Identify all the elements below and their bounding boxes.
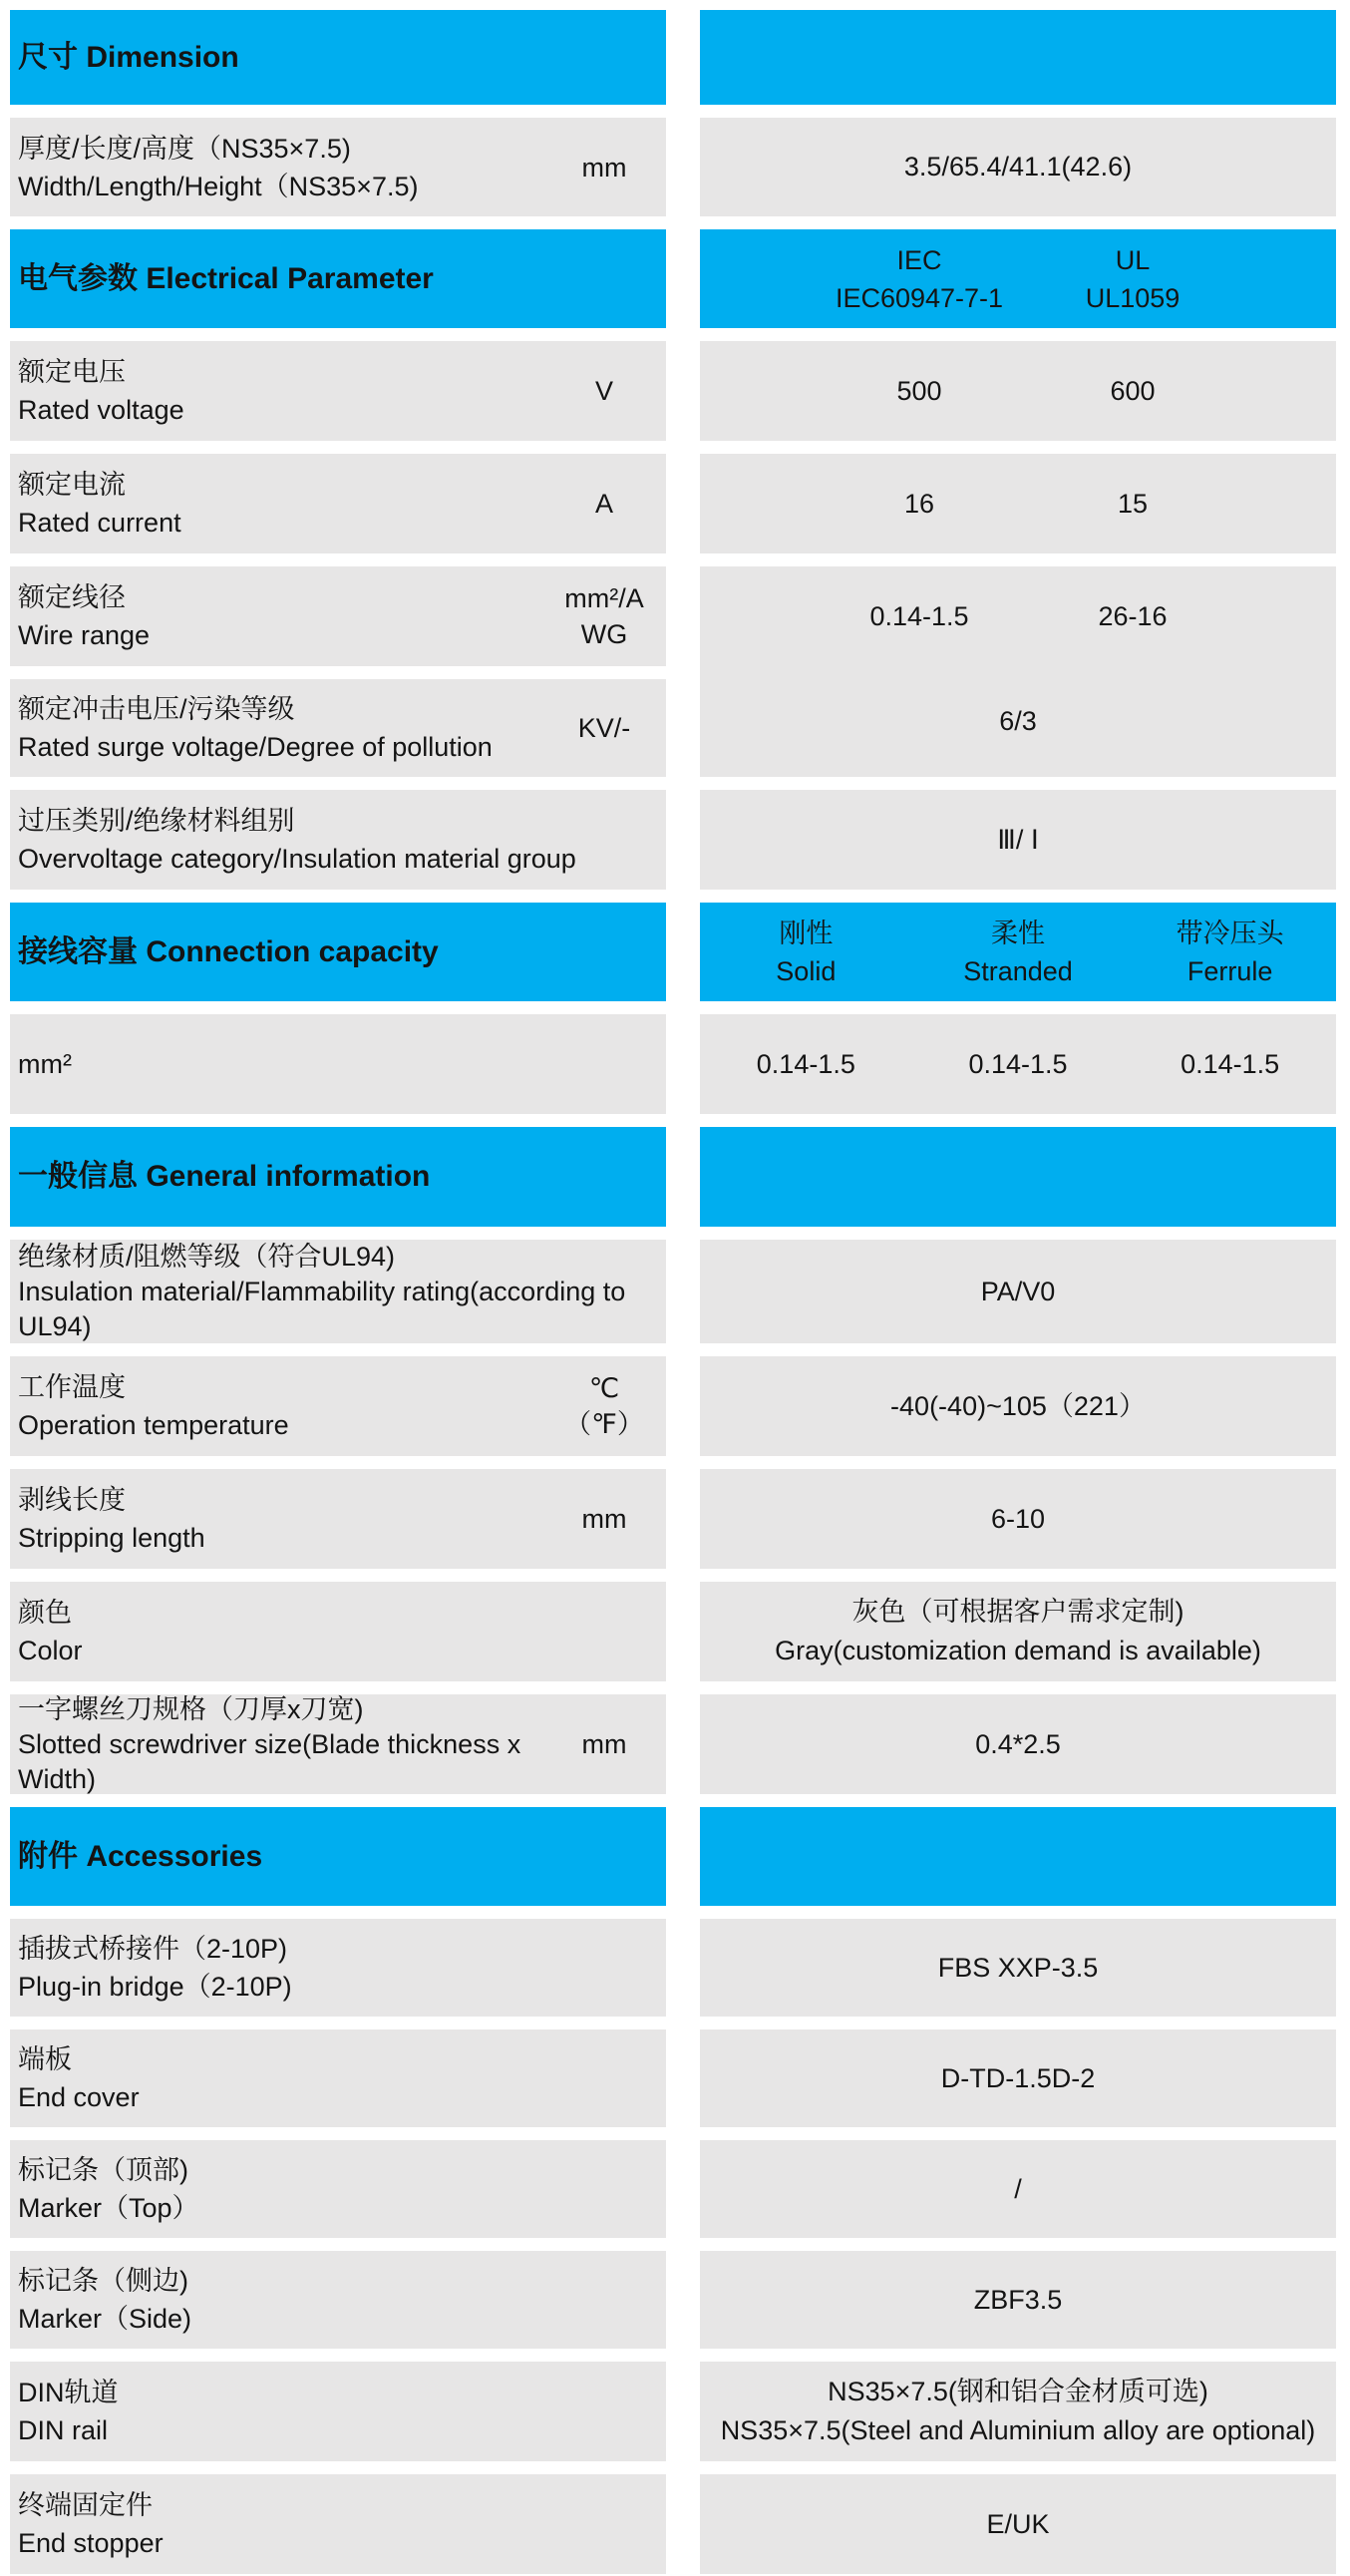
section-title: 附件 Accessories (18, 1839, 263, 1873)
section-header-electrical-left (10, 229, 666, 328)
row-label (18, 1368, 556, 1444)
row-screwdriver-size-left (10, 1694, 666, 1794)
label-en: Stripping length (18, 1523, 205, 1553)
row-label (18, 2374, 652, 2449)
value-stranded: 0.14-1.5 (968, 1049, 1068, 1079)
label-en: Operation temperature (18, 1410, 289, 1440)
value: 0.4*2.5 (975, 1728, 1061, 1759)
row-label (18, 802, 652, 878)
row-color-value (700, 1582, 1336, 1681)
value: 6/3 (999, 706, 1037, 736)
label-zh: 额定电压 (18, 357, 126, 387)
row-size (10, 118, 1336, 216)
row-connection-capacity (10, 1014, 1336, 1114)
section-header-connection-right (700, 903, 1336, 1001)
section-header-general-left (10, 1127, 666, 1227)
label-zh: 终端固定件 (18, 2490, 153, 2520)
iec-standard: IEC60947-7-1 (835, 282, 1004, 313)
row-label (18, 2486, 652, 2562)
section-header-accessories-right (700, 1807, 1336, 1906)
column-header-ferrule (1124, 915, 1336, 990)
value-ul: 600 (1110, 376, 1156, 406)
value: E/UK (986, 2508, 1050, 2539)
solid-zh: 刚性 (779, 918, 834, 948)
row-marker-top-left (10, 2140, 666, 2238)
label-en: DIN rail (18, 2415, 109, 2445)
row-wire-range-left (10, 566, 666, 666)
section-header-accessories-left (10, 1807, 666, 1906)
value: Ⅲ/ Ⅰ (997, 824, 1039, 855)
value-zh: NS35×7.5(钢和铝合金材质可选) (828, 2377, 1208, 2406)
section-header-general (10, 1127, 1336, 1227)
column-header-solid (700, 915, 912, 990)
value-ul: 26-16 (1098, 601, 1168, 631)
label-zh: 端板 (18, 2044, 72, 2074)
section-title: 接线容量 Connection capacity (18, 934, 439, 968)
row-rated-voltage-left (10, 341, 666, 441)
row-screwdriver-size-value (700, 1694, 1336, 1794)
row-size-value (700, 118, 1336, 216)
value: 3.5/65.4/41.1(42.6) (903, 152, 1133, 182)
label-en: Color (18, 1636, 83, 1665)
row-label (18, 578, 556, 654)
value-ferrule: 0.14-1.5 (1181, 1049, 1280, 1079)
label-zh: 厚度/长度/高度（NS35×7.5) (18, 133, 351, 164)
row-overvoltage-left (10, 790, 666, 890)
row-label (18, 2151, 652, 2227)
solid-en: Solid (776, 955, 837, 986)
value-iec: 16 (903, 489, 935, 519)
row-screwdriver-size (10, 1694, 1336, 1794)
row-size-left (10, 118, 666, 216)
section-header-connection (10, 903, 1336, 1001)
label-zh: 工作温度 (18, 1372, 126, 1402)
unit-label: A (594, 489, 613, 519)
section-title: 电气参数 Electrical Parameter (18, 261, 434, 295)
ferrule-zh: 带冷压头 (1176, 918, 1284, 948)
row-rated-current-left (10, 454, 666, 553)
section-header-general-right (700, 1127, 1336, 1227)
row-pair-wire-surge (10, 566, 1336, 777)
row-marker-top (10, 2140, 1336, 2238)
section-title: 尺寸 Dimension (18, 40, 239, 74)
value-zh: 灰色（可根据客户需求定制) (851, 1597, 1184, 1627)
row-label (18, 1481, 556, 1557)
label-en: Rated voltage (18, 395, 184, 425)
value-ul: 15 (1117, 489, 1149, 519)
value: 6-10 (990, 1503, 1046, 1534)
value: ZBF3.5 (973, 2284, 1063, 2315)
section-header-dimension-left (10, 10, 666, 105)
row-rated-current (10, 454, 1336, 553)
row-insulation (10, 1240, 1336, 1343)
row-marker-top-value (700, 2140, 1336, 2238)
label-zh: 标记条（顶部) (18, 2155, 188, 2185)
row-marker-side-left (10, 2251, 666, 2349)
column-header-iec (813, 241, 1026, 317)
row-end-cover (10, 2029, 1336, 2127)
row-label (18, 1692, 556, 1797)
row-stripping-length-value (700, 1469, 1336, 1569)
stranded-en: Stranded (963, 955, 1073, 986)
value: D-TD-1.5D-2 (940, 2062, 1096, 2093)
row-label (18, 1045, 652, 1083)
row-end-stopper-left (10, 2474, 666, 2574)
row-label (18, 690, 556, 766)
row-overvoltage (10, 790, 1336, 890)
section-header-dimension (10, 10, 1336, 105)
label-zh: 过压类别/绝缘材料组别 (18, 806, 295, 836)
value-en: NS35×7.5(Steel and Aluminium alloy are optional) (720, 2415, 1316, 2445)
value-iec: 0.14-1.5 (869, 601, 969, 631)
value: PA/V0 (980, 1276, 1056, 1306)
label-zh: 剥线长度 (18, 1485, 126, 1515)
label-en: End cover (18, 2082, 140, 2112)
row-label (18, 1240, 652, 1344)
row-end-stopper (10, 2474, 1336, 2574)
row-label (18, 130, 556, 205)
row-label (18, 2040, 652, 2116)
section-header-dimension-right (700, 10, 1336, 105)
row-plug-in-bridge-value (700, 1919, 1336, 2017)
row-overvoltage-value (700, 790, 1336, 890)
row-operation-temperature-value (700, 1356, 1336, 1456)
label-en: End stopper (18, 2528, 164, 2558)
label-en: Marker（Side) (18, 2304, 192, 2334)
section-header-accessories (10, 1807, 1336, 1906)
row-rated-voltage (10, 341, 1336, 441)
row-label (18, 2262, 652, 2338)
row-rated-voltage-values (700, 341, 1336, 441)
row-marker-side-value (700, 2251, 1336, 2349)
wire-surge-values-block (700, 566, 1336, 777)
stranded-zh: 柔性 (990, 918, 1045, 948)
row-end-cover-value (700, 2029, 1336, 2127)
label-en: Rated current (18, 508, 181, 538)
section-header-electrical (10, 229, 1336, 328)
label-en: Insulation material/Flammability rating(according to UL94) (18, 1276, 626, 1341)
row-plug-in-bridge (10, 1919, 1336, 2017)
label-en: Marker（Top） (18, 2193, 199, 2223)
unit-label: mm²/AWG (564, 583, 644, 649)
label-zh: 额定冲击电压/污染等级 (18, 694, 295, 724)
row-label (18, 1594, 652, 1669)
label-en: Overvoltage category/Insulation material group (18, 844, 576, 874)
row-end-stopper-value (700, 2474, 1336, 2574)
label-zh: 颜色 (18, 1598, 72, 1628)
column-header-ul (1026, 241, 1239, 317)
row-stripping-length (10, 1469, 1336, 1569)
unit-label: ℃（℉） (564, 1373, 644, 1439)
label-en: Wire range (18, 620, 151, 650)
unit-label: mm (581, 1504, 627, 1534)
row-label (18, 353, 556, 429)
label-zh: DIN轨道 (18, 2378, 119, 2407)
value-iec: 500 (896, 376, 942, 406)
row-operation-temperature (10, 1356, 1336, 1456)
label-zh: 一字螺丝刀规格（刀厚x刀宽) (18, 1693, 364, 1724)
row-label (18, 466, 556, 542)
row-connection-capacity-values (700, 1014, 1336, 1114)
value: -40(-40)~105（221） (890, 1390, 1146, 1421)
row-insulation-value (700, 1240, 1336, 1343)
label-en: Slotted screwdriver size(Blade thickness x Width) (18, 1728, 521, 1794)
unit-label: mm (581, 152, 627, 183)
ul-title: UL (1115, 244, 1151, 275)
label-zh: 额定线径 (18, 582, 126, 612)
value: FBS XXP-3.5 (937, 1952, 1099, 1983)
label-zh: 插拔式桥接件（2-10P) (18, 1934, 288, 1964)
section-header-connection-left (10, 903, 666, 1001)
label-zh: 额定电流 (18, 470, 126, 500)
value: / (1014, 2173, 1022, 2204)
value-solid: 0.14-1.5 (756, 1049, 855, 1079)
row-color (10, 1582, 1336, 1681)
iec-title: IEC (896, 244, 942, 275)
row-color-left (10, 1582, 666, 1681)
row-din-rail-value (700, 2362, 1336, 2461)
row-stripping-length-left (10, 1469, 666, 1569)
row-rated-current-values (700, 454, 1336, 553)
unit-label: V (594, 376, 613, 406)
section-title: 一般信息 General information (18, 1160, 431, 1193)
ferrule-en: Ferrule (1186, 955, 1273, 986)
label-zh: 标记条（侧边) (18, 2266, 188, 2296)
row-din-rail (10, 2362, 1336, 2461)
row-connection-capacity-left (10, 1014, 666, 1114)
section-header-electrical-right (700, 229, 1336, 328)
row-marker-side (10, 2251, 1336, 2349)
row-end-cover-left (10, 2029, 666, 2127)
unit-label: mm (581, 1729, 627, 1759)
value-en: Gray(customization demand is available) (775, 1636, 1261, 1665)
row-plug-in-bridge-left (10, 1919, 666, 2017)
row-insulation-left (10, 1240, 666, 1343)
label-unit-mm2: mm² (18, 1049, 72, 1079)
row-operation-temperature-left (10, 1356, 666, 1456)
label-en: Rated surge voltage/Degree of pollution (18, 732, 493, 762)
label-en: Plug-in bridge（2-10P) (18, 1972, 292, 2002)
row-label (18, 1930, 652, 2006)
label-en: Width/Length/Height（NS35×7.5) (18, 171, 419, 201)
row-surge-voltage-left (10, 679, 666, 777)
column-header-stranded (912, 915, 1125, 990)
ul-standard: UL1059 (1085, 282, 1181, 313)
row-din-rail-left (10, 2362, 666, 2461)
unit-label: KV/- (577, 713, 631, 743)
label-zh: 绝缘材质/阻燃等级（符合UL94) (18, 1241, 396, 1272)
